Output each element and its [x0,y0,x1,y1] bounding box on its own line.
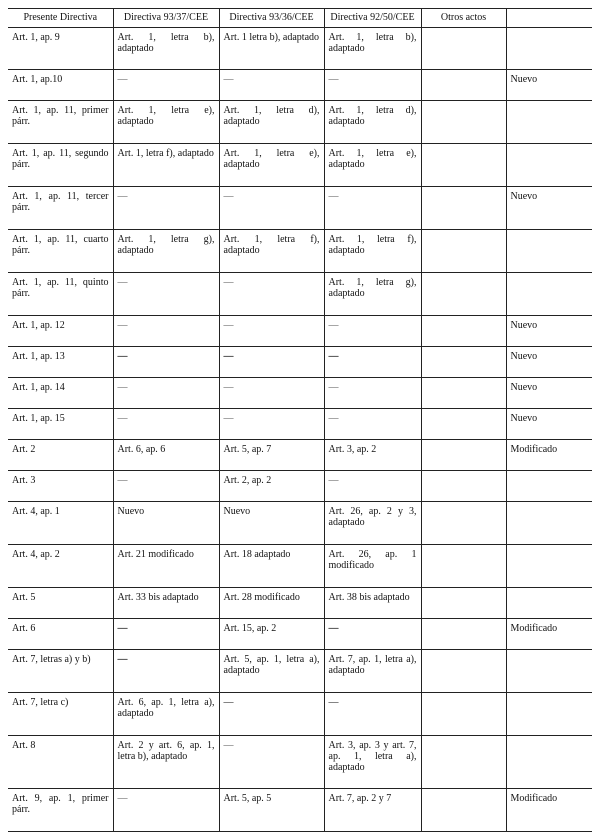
table-cell [421,440,506,471]
table-cell: Nuevo [506,187,592,230]
table-cell [506,650,592,693]
table-cell [506,144,592,187]
table-cell: Art. 2 [8,440,113,471]
table-row [8,471,592,502]
table-row [8,545,592,588]
table-cell [421,736,506,789]
table-cell [506,273,592,316]
document-page [8,8,592,832]
table-cell: — [219,316,324,347]
table-row [8,101,592,144]
table-cell [506,736,592,789]
table-cell: — [324,187,421,230]
table-cell [421,28,506,70]
table-row [8,144,592,187]
table-cell: Art. 1, letra d), adaptado [219,101,324,144]
table-cell [421,378,506,409]
table-cell: Art. 1, letra b), adaptado [324,28,421,70]
header-directiva-92-50: Directiva 92/50/CEE [324,9,421,28]
table-cell: — [113,70,219,101]
table-cell: — [324,471,421,502]
table-cell: Art. 1, letra e), adaptado [219,144,324,187]
table-cell [506,588,592,619]
table-cell [506,101,592,144]
table-cell [421,409,506,440]
table-cell: — [113,619,219,650]
table-cell: Art. 1 letra b), adaptado [219,28,324,70]
table-cell: Nuevo [219,502,324,545]
table-cell [506,502,592,545]
table-cell: — [219,187,324,230]
table-cell: Art. 1, ap. 14 [8,378,113,409]
table-row [8,650,592,693]
table-cell [421,471,506,502]
table-cell: — [219,693,324,736]
header-presente-directiva: Presente Directiva [8,9,113,28]
header-observaciones [506,9,592,28]
table-cell [421,316,506,347]
table-cell: Art. 1, letra b), adaptado [113,28,219,70]
table-cell: — [219,378,324,409]
table-cell: — [324,409,421,440]
table-cell: Modificado [506,619,592,650]
table-row [8,736,592,789]
table-cell: — [113,187,219,230]
table-header-row [8,9,592,28]
table-cell: Art. 1, letra f), adaptado [219,230,324,273]
table-cell: Art. 1, ap. 11, primer párr. [8,101,113,144]
table-cell: Art. 26, ap. 2 y 3, adaptado [324,502,421,545]
table-cell: Art. 4, ap. 1 [8,502,113,545]
table-cell: Art. 28 modificado [219,588,324,619]
table-cell [506,693,592,736]
table-cell: — [219,70,324,101]
table-row [8,440,592,471]
table-cell: Art. 1, ap. 11, tercer párr. [8,187,113,230]
table-cell: Art. 3 [8,471,113,502]
table-cell [421,101,506,144]
table-cell: — [219,273,324,316]
table-cell [506,28,592,70]
table-cell: Art. 26, ap. 1 modificado [324,545,421,588]
table-cell: Art. 38 bis adaptado [324,588,421,619]
table-cell: Art. 5, ap. 7 [219,440,324,471]
table-cell: Art. 7, letras a) y b) [8,650,113,693]
table-row [8,347,592,378]
table-cell: Art. 2, ap. 2 [219,471,324,502]
table-cell: — [324,693,421,736]
table-cell: Art. 6 [8,619,113,650]
header-otros-actos: Otros actos [421,9,506,28]
table-cell: — [113,409,219,440]
table-cell: Art. 7, ap. 2 y 7 [324,789,421,832]
table-cell [421,273,506,316]
table-cell: — [113,273,219,316]
table-row [8,187,592,230]
table-cell [421,693,506,736]
table-row [8,409,592,440]
table-row [8,693,592,736]
table-cell: Art. 2 y art. 6, ap. 1, letra b), adaptado [113,736,219,789]
table-cell: — [324,70,421,101]
table-row [8,230,592,273]
table-cell: — [113,316,219,347]
table-cell [421,70,506,101]
table-cell: Art. 5, ap. 5 [219,789,324,832]
table-cell: Nuevo [506,316,592,347]
table-cell: Art. 1, ap. 9 [8,28,113,70]
table-cell: Art. 4, ap. 2 [8,545,113,588]
table-row [8,273,592,316]
table-cell: Art. 1, ap. 15 [8,409,113,440]
table-row [8,502,592,545]
table-cell: Nuevo [506,378,592,409]
table-cell: Nuevo [506,409,592,440]
table-cell [421,545,506,588]
table-cell: Art. 7, ap. 1, letra a), adaptado [324,650,421,693]
table-cell: — [113,789,219,832]
table-cell: — [113,650,219,693]
table-row [8,619,592,650]
table-cell: Art. 3, ap. 2 [324,440,421,471]
table-cell: Art. 3, ap. 3 y art. 7, ap. 1, letra a), adaptado [324,736,421,789]
table-cell: Art. 9, ap. 1, primer párr. [8,789,113,832]
table-cell: Art. 1, letra f), adaptado [113,144,219,187]
table-cell [506,545,592,588]
table-cell [506,230,592,273]
table-cell [421,619,506,650]
table-cell: Art. 33 bis adaptado [113,588,219,619]
correspondence-table [8,8,592,832]
table-cell: Art. 15, ap. 2 [219,619,324,650]
table-cell: Nuevo [113,502,219,545]
table-cell: — [324,347,421,378]
table-cell: Art. 1, ap. 12 [8,316,113,347]
table-cell: Art. 18 adaptado [219,545,324,588]
table-cell: Art. 1, ap. 11, cuarto párr. [8,230,113,273]
table-cell: Art. 1, ap. 13 [8,347,113,378]
table-cell: — [219,736,324,789]
table-cell: Art. 1, letra g), adaptado [324,273,421,316]
table-cell: Art. 1, letra g), adaptado [113,230,219,273]
table-cell [421,588,506,619]
table-cell: Art. 1, ap. 11, segundo párr. [8,144,113,187]
table-cell: — [113,378,219,409]
table-cell: Art. 1, ap. 11, quinto párr. [8,273,113,316]
table-cell: Art. 5, ap. 1, letra a), adaptado [219,650,324,693]
table-cell: Modificado [506,440,592,471]
table-cell: — [219,409,324,440]
table-cell: — [324,619,421,650]
table-cell: — [113,347,219,378]
table-cell [421,650,506,693]
table-cell: — [219,347,324,378]
table-cell [421,502,506,545]
table-cell [421,144,506,187]
table-cell: Art. 7, letra c) [8,693,113,736]
table-cell: Art. 1, ap.10 [8,70,113,101]
table-cell: Art. 1, letra e), adaptado [324,144,421,187]
table-cell: Modificado [506,789,592,832]
table-cell [421,230,506,273]
table-cell: Art. 21 modificado [113,545,219,588]
table-cell [421,187,506,230]
table-row [8,588,592,619]
table-cell: Art. 1, letra d), adaptado [324,101,421,144]
table-row [8,316,592,347]
table-cell [421,789,506,832]
table-cell: — [113,471,219,502]
table-cell: Art. 6, ap. 1, letra a), adaptado [113,693,219,736]
table-row [8,789,592,832]
header-directiva-93-37: Directiva 93/37/CEE [113,9,219,28]
table-row [8,28,592,70]
table-cell: Nuevo [506,70,592,101]
table-cell: Art. 6, ap. 6 [113,440,219,471]
table-cell [421,347,506,378]
table-cell: Art. 8 [8,736,113,789]
table-cell: Art. 1, letra f), adaptado [324,230,421,273]
table-row [8,378,592,409]
table-cell: — [324,378,421,409]
table-cell: Nuevo [506,347,592,378]
header-directiva-93-36: Directiva 93/36/CEE [219,9,324,28]
table-cell [506,471,592,502]
table-row [8,70,592,101]
table-cell: Art. 1, letra e), adaptado [113,101,219,144]
table-cell: Art. 5 [8,588,113,619]
table-cell: — [324,316,421,347]
